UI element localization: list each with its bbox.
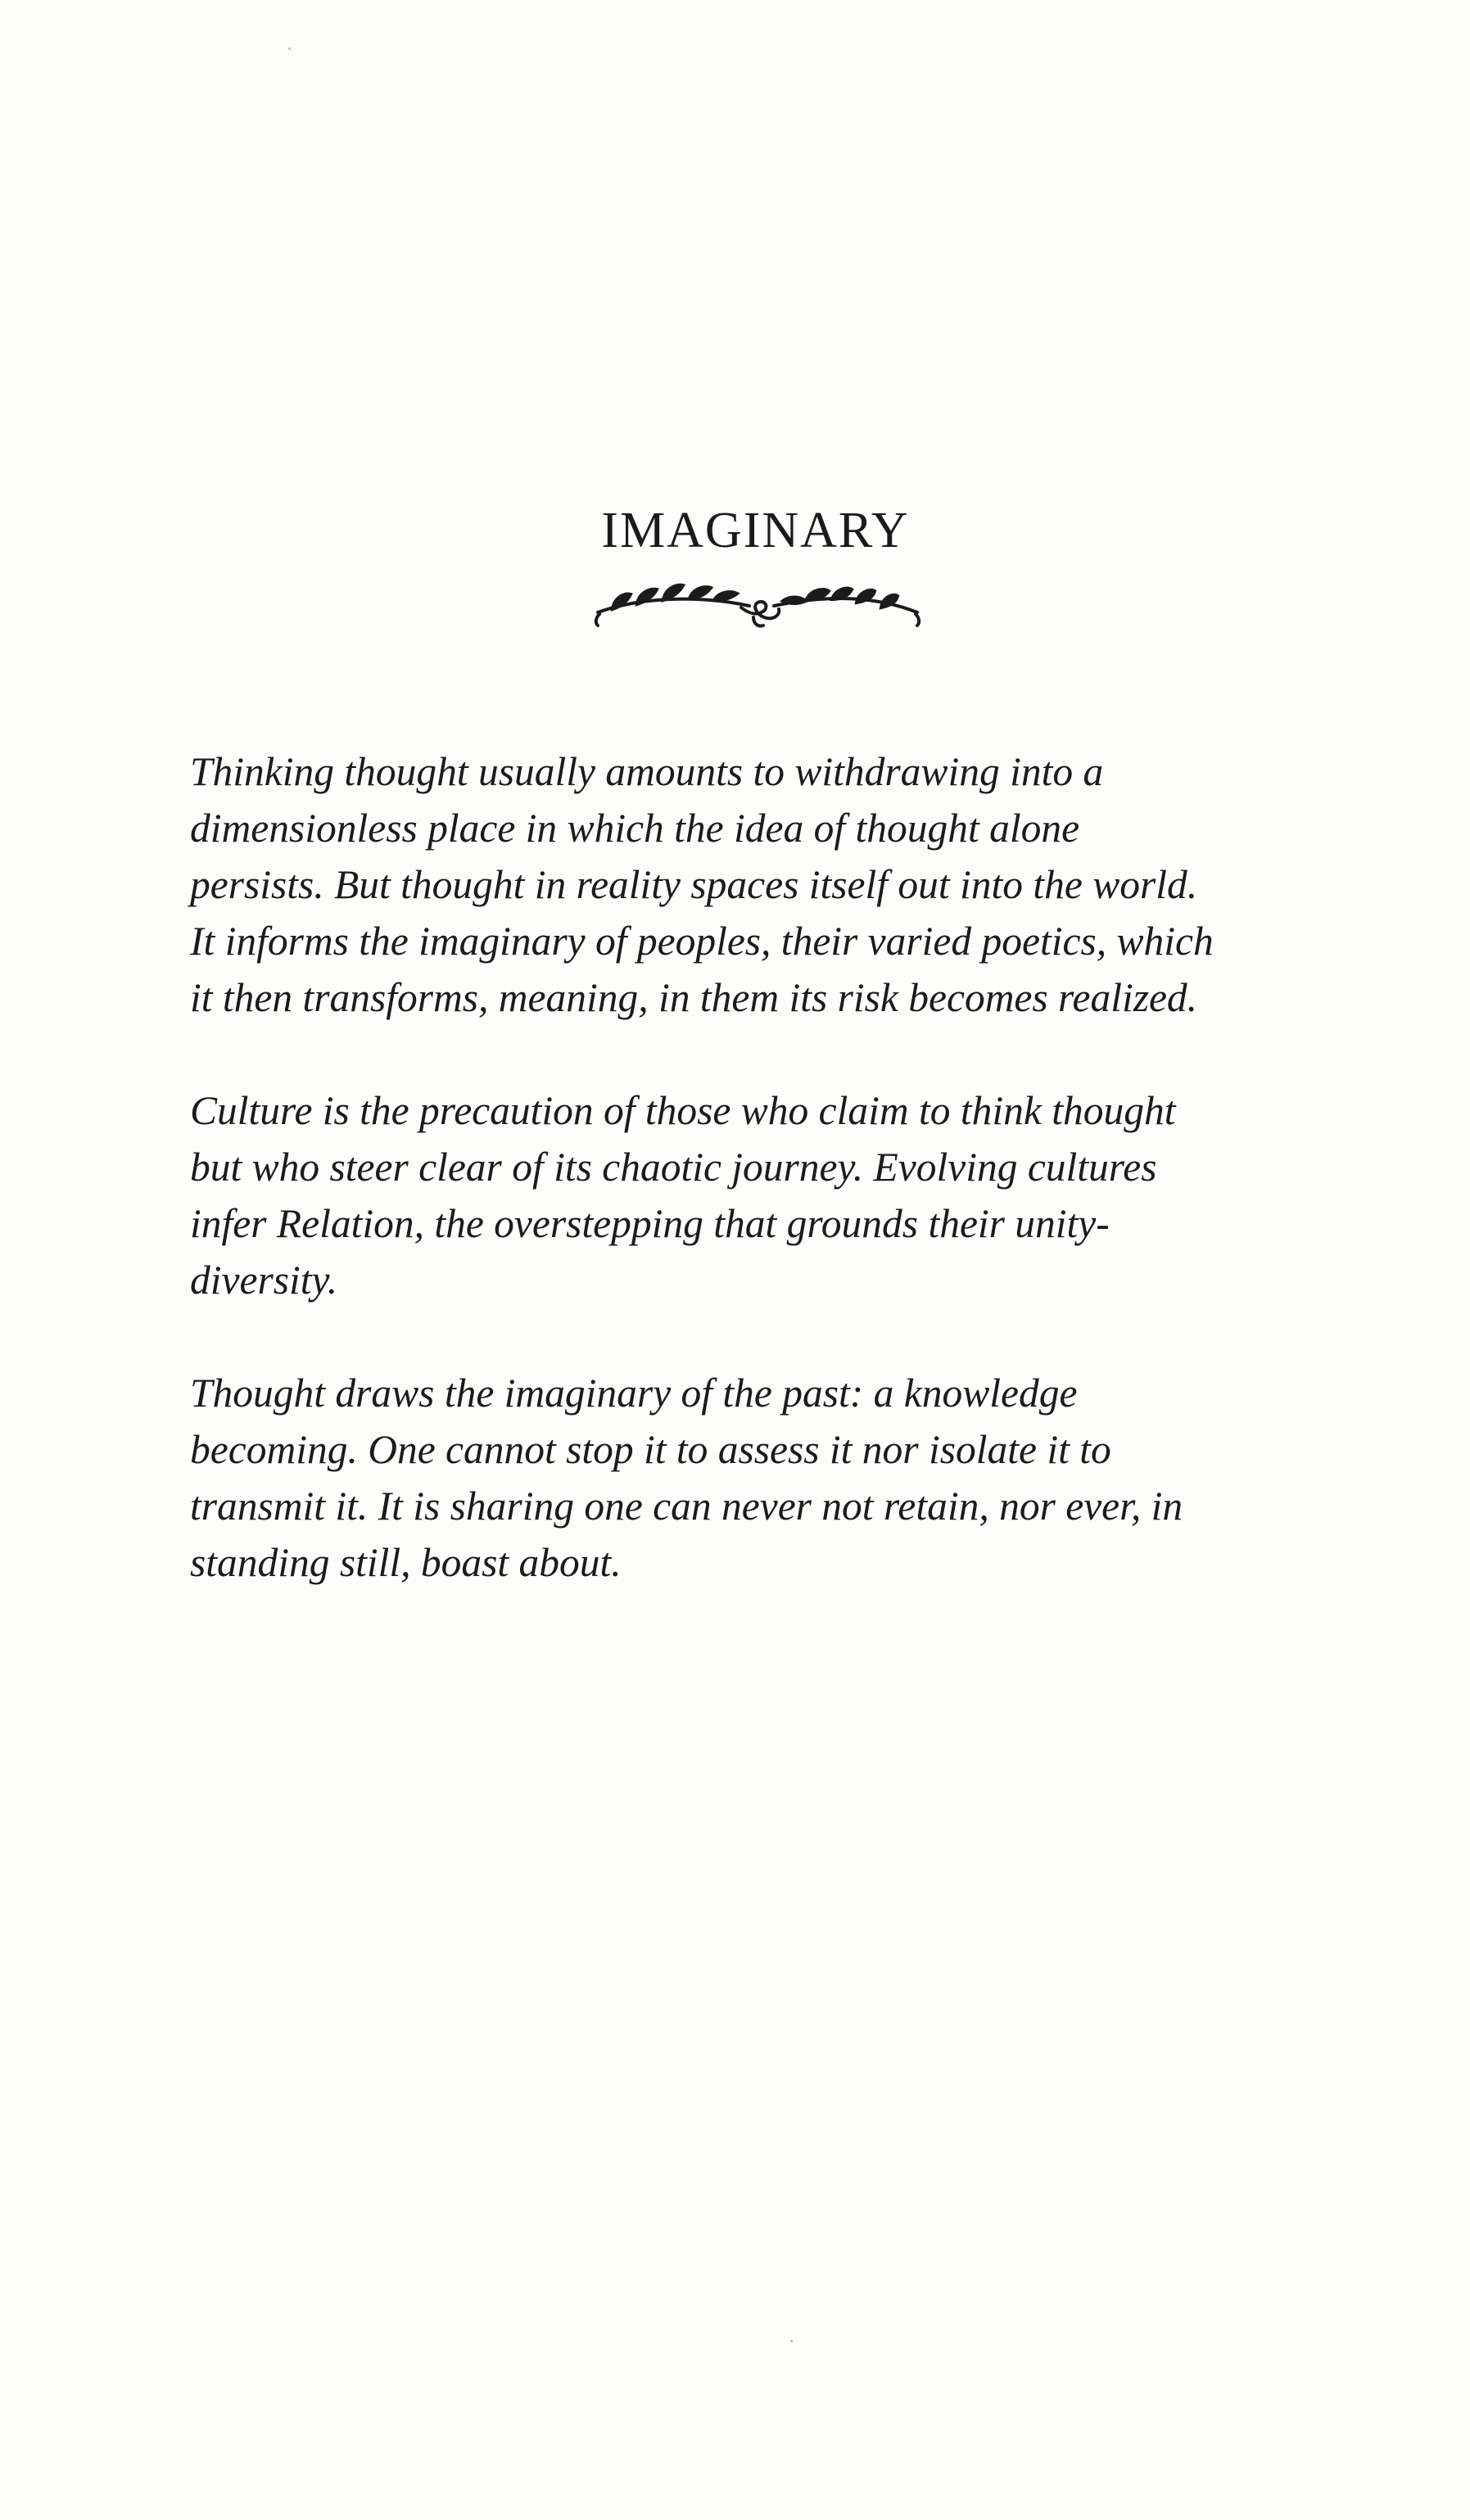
text-line: infer Relation, the overstepping that grounds their unity- [190, 1201, 1110, 1246]
text-line: diversity. [190, 1258, 338, 1303]
text-line: Thought draws the imaginary of the past: a knowledge [190, 1371, 1078, 1416]
text-line: it then transforms, meaning, in them its risk becomes realized. [190, 975, 1198, 1020]
text-line: becoming. One cannot stop it to assess it nor isolate it to [190, 1427, 1111, 1472]
paragraph-1 [190, 743, 1369, 1026]
text-line: standing still, boast about. [190, 1540, 622, 1585]
text-line: Culture is the precaution of those who claim to think thought [190, 1088, 1176, 1133]
text-line: It informs the imaginary of peoples, their varied poetics, which [190, 919, 1214, 964]
text-line: Thinking thought usually amounts to withdrawing into a [190, 749, 1104, 794]
paragraph-2 [190, 1082, 1369, 1308]
paper-speck [790, 2340, 793, 2342]
text-line: transmit it. It is sharing one can never not retain, nor ever, in [190, 1484, 1183, 1529]
text-line: dimensionless place in which the idea of thought alone [190, 806, 1080, 851]
paragraph-3 [190, 1365, 1369, 1591]
laurel-vine-ornament-icon [590, 573, 925, 630]
body-text [190, 743, 1369, 1647]
chapter-title: IMAGINARY [601, 503, 910, 558]
text-line: persists. But thought in reality spaces itself out into the world. [190, 862, 1198, 907]
paper-speck [288, 47, 291, 50]
text-line: but who steer clear of its chaotic journey. Evolving cultures [190, 1145, 1157, 1190]
